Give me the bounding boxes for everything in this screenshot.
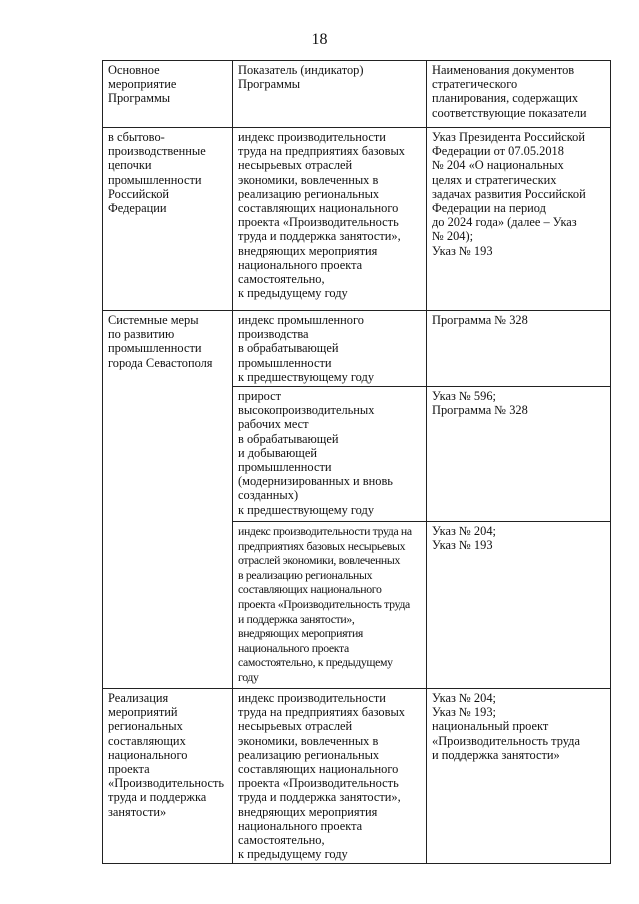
documents-cell: Указ № 204; Указ № 193 xyxy=(427,522,611,689)
table-row xyxy=(103,311,611,387)
documents-cell: Указ Президента Российской Федерации от 07.05.2018 № 204 «О национальных целях и стратегических задачах развития Российской Федерации на период до 2024 года» (далее – Указ № 204); Указ № 193 xyxy=(427,128,611,311)
activity-cell: Реализация мероприятий региональных составляющих национального проекта «Производительность труда и поддержка занятости» xyxy=(103,689,233,864)
indicator-cell: индекс производительности труда на предприятиях базовых несырьевых отраслей экономики, вовлеченных в реализацию региональных составляющих национального проекта «Производительность труда и поддержка занятости», внедряющих мероприятия национального проекта самостоятельно, к предыдущему году xyxy=(233,128,427,311)
indicator-cell: индекс промышленного производства в обрабатывающей промышленности к предшествующему году xyxy=(233,311,427,387)
activity-cell: Системные меры по развитию промышленности города Севастополя xyxy=(103,311,233,689)
page-number: 18 xyxy=(311,31,328,48)
documents-cell: Указ № 596; Программа № 328 xyxy=(427,387,611,522)
indicator-cell: индекс производительности труда на предприятиях базовых несырьевых отраслей экономики, вовлеченных в реализацию региональных составляющих национального проекта «Производительность труда и поддержка занятости», внедряющих мероприятия национального проекта самостоятельно, к предыдущему году xyxy=(233,689,427,864)
activity-cell: в сбытово- производственные цепочки промышленности Российской Федерации xyxy=(103,128,233,311)
table-row xyxy=(103,689,611,864)
indicators-table xyxy=(102,60,611,864)
header-cell-documents: Наименования документов стратегического планирования, содержащих соответствующие показатели xyxy=(427,61,611,128)
indicator-cell: прирост высокопроизводительных рабочих мест в обрабатывающей и добывающей промышленности (модернизированных и вновь созданных) к предшествующему году xyxy=(233,387,427,522)
header-cell-indicator: Показатель (индикатор) Программы xyxy=(233,61,427,128)
table-header-row xyxy=(103,61,611,128)
documents-cell: Программа № 328 xyxy=(427,311,611,387)
header-cell-activity: Основное мероприятие Программы xyxy=(103,61,233,128)
table-row xyxy=(103,128,611,311)
indicator-cell: индекс производительности труда на предприятиях базовых несырьевых отраслей экономики, вовлеченных в реализацию региональных составляющих национального проекта «Производительность труда и поддержка занятости», внедряющих мероприятия национального проекта самостоятельно, к предыдущему году xyxy=(233,522,427,689)
documents-cell: Указ № 204; Указ № 193; национальный проект «Производительность труда и поддержка занятости» xyxy=(427,689,611,864)
